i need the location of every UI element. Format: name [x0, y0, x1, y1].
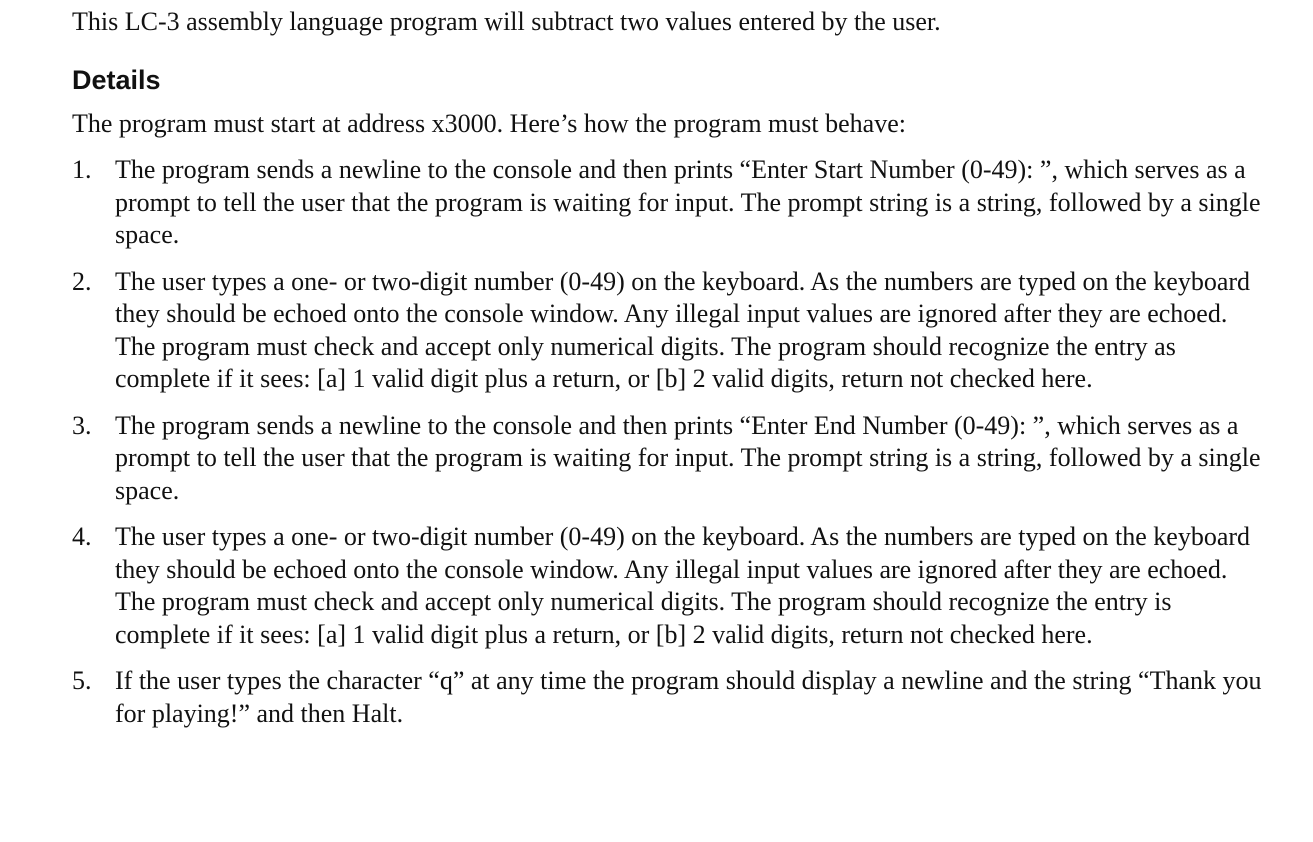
list-item: [72, 154, 1272, 252]
list-item-number: 5.: [72, 666, 92, 695]
list-item: [72, 410, 1272, 508]
list-item-text: If the user types the character “q” at any time the program should display a newline and the string “Thank you for playing!” and then Halt.: [115, 666, 1262, 728]
list-item: [72, 266, 1272, 396]
list-item-text: The user types a one- or two-digit number (0-49) on the keyboard. As the numbers are typed on the keyboard they should be echoed onto the console window. Any illegal input values are ignored after they are echoed. The program must check and accept only numerical digits. The program should recognize the entry as complete if it sees: [a] 1 valid digit plus a return, or [b] 2 valid digits, return not checked here.: [115, 266, 1251, 393]
list-item-number: 1.: [72, 155, 92, 184]
section-heading: Details: [72, 64, 161, 95]
steps-list: [72, 154, 1272, 730]
intro-paragraph: This LC-3 assembly language program will subtract two values entered by the user.: [72, 7, 941, 36]
list-item-text: The program sends a newline to the console and then prints “Enter End Number (0-49): ”, which serves as a prompt to tell the user that the program is waiting for input. The prompt string is a string, followed by a single space.: [115, 410, 1261, 505]
list-item: [72, 665, 1272, 730]
list-item: [72, 521, 1272, 651]
list-item-number: 3.: [72, 410, 92, 440]
list-item-text: The program sends a newline to the console and then prints “Enter Start Number (0-49): ”, which serves as a prompt to tell the user that the program is waiting for input. The prompt string is a string, followed by a single space.: [115, 155, 1261, 249]
list-item-text: The user types a one- or two-digit number (0-49) on the keyboard. As the numbers are typed on the keyboard they should be echoed onto the console window. Any illegal input values are ignored after they are echoed. The program must check and accept only numerical digits. The program should recognize the entry is complete if it sees: [a] 1 valid digit plus a return, or [b] 2 valid digits, return not checked here.: [115, 522, 1251, 649]
lead-paragraph: The program must start at address x3000. Here’s how the program must behave:: [72, 108, 906, 138]
list-item-number: 4.: [72, 522, 92, 551]
list-item-number: 2.: [72, 266, 92, 296]
document-page: [72, 6, 1272, 744]
